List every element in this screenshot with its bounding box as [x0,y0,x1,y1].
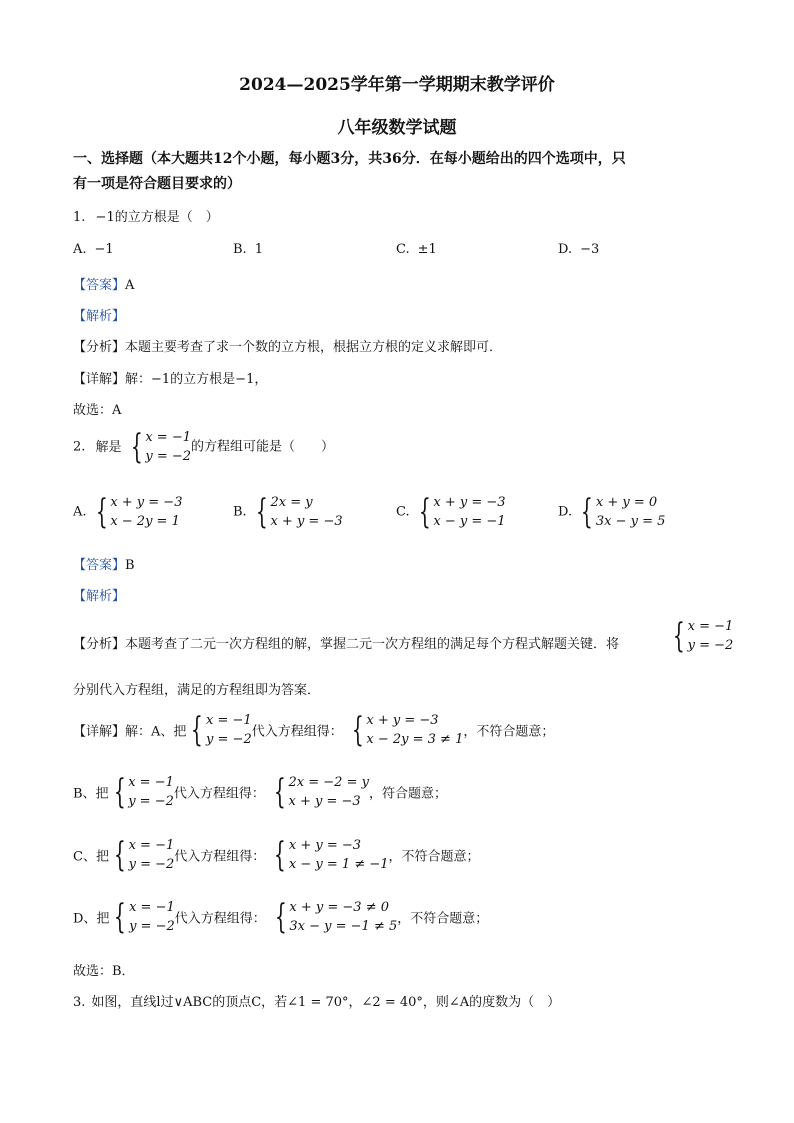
q1-conclusion: 故选：A [73,403,122,418]
q1-option-a: A. −1 [73,242,114,257]
q1-option-b: B. 1 [233,242,263,257]
q2-detail-b: B、把 { x = −1 y = −2 代入方程组得： { 2x = −2 = y x + y = −3 ，符合题意； [73,772,447,812]
q2-stem: 2. 解是 { x = −1 y = −2 的方程组可能是（ ） [73,427,335,467]
q2-solution-system: { x = −1 y = −2 [130,427,192,467]
q3-number: 3. [73,995,86,1010]
q2-fenxi-cont: 分别代入方程组，满足的方程组即为答案． [73,683,321,698]
q2-option-c-system: { x + y = −3 x − y = −1 [418,492,506,532]
q2-option-a: A. { x + y = −3 x − 2y = 1 [73,492,183,532]
q1-answer: 【答案】A [73,278,135,293]
q2-answer: 【答案】B [73,558,135,573]
q2-option-a-system: { x + y = −3 x − 2y = 1 [95,492,183,532]
q1-analysis-tag: 【解析】 [73,309,126,324]
q2-fenxi: 【分析】本题考查了二元一次方程组的解，掌握二元一次方程组的满足每个方程式解题关键．将 [73,637,620,652]
q3-stem: 3. 如图，直线l过∨ABC的顶点C，若∠1 = 70°，∠2 = 40°，则∠A的度数为（ ） [73,995,561,1010]
q2-option-d-system: { x + y = 0 3x − y = 5 [581,492,666,532]
q1-number: 1. [73,210,86,225]
q2-option-d: D. { x + y = 0 3x − y = 5 [558,492,666,532]
q2-conclusion: 故选：B． [73,964,135,979]
section-heading-line1: 一、选择题（本大题共12个小题，每小题3分，共36分．在每小题给出的四个选项中，只 [73,151,626,167]
q1-option-c: C. ±1 [396,242,437,257]
q1-math: −1 [95,210,115,225]
section-heading-line2: 有一项是符合题目要求的） [73,176,241,192]
q2-number: 2. [73,439,86,455]
q2-detail-a: 【详解】解：A、把 { x = −1 y = −2 代入方程组得： { x + y = −3 x − 2y = 3 ≠ 1 ，不符合题意； [73,710,555,750]
q1-fenxi: 【分析】本题主要考查了求一个数的立方根，根据立方根的定义求解即可． [73,340,503,355]
q2-analysis-tag: 【解析】 [73,589,126,604]
q2-option-c: C. { x + y = −3 x − y = −1 [396,492,506,532]
q2-detail-c: C、把 { x = −1 y = −2 代入方程组得： { x + y = −3 x − y = 1 ≠ −1 ，不符合题意； [73,835,480,875]
q1-stem [73,206,219,225]
q1-xiangjie: 【详解】解：−1的立方根是−1， [73,372,268,387]
q2-option-b: B. { 2x = y x + y = −3 [233,492,343,532]
exam-title: 2024—2025学年第一学期期末教学评价 [239,75,555,95]
q2-detail-d: D、把 { x = −1 y = −2 代入方程组得： { x + y = −3 ≠ 0 3x − y = −1 ≠ 5 ，不符合题意； [73,897,489,937]
q2-option-b-system: { 2x = y x + y = −3 [255,492,343,532]
q2-fenxi-system: { x = −1 y = −2 [672,616,734,656]
exam-subtitle: 八年级数学试题 [337,118,457,138]
q1-text: 的立方根是（ ） [114,210,219,225]
q1-option-d: D. −3 [558,242,600,257]
